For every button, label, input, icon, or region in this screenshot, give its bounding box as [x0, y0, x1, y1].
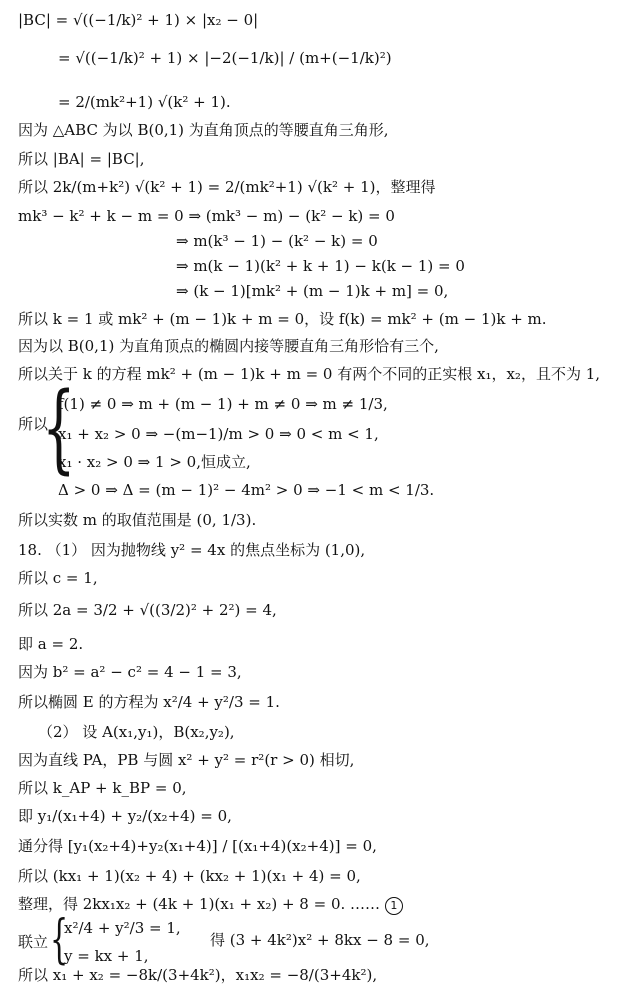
text-line: 所以椭圆 E 的方程为 x²/4 + y²/3 = 1.: [18, 693, 280, 711]
text-line: 所以 2a = 3/2 + √((3/2)² + 2²) = 4,: [18, 601, 277, 619]
circled-number: 1: [385, 897, 403, 915]
text-line: 所以关于 k 的方程 mk² + (m − 1)k + m = 0 有两个不同的正实根 x₁，x₂，且不为 1,: [18, 365, 601, 383]
text-line: ⇒ (k − 1)[mk² + (m − 1)k + m] = 0,: [176, 282, 449, 300]
text-line: mk³ − k² + k − m = 0 ⇒ (mk³ − m) − (k² − k) = 0: [18, 207, 395, 225]
text-line: x²/4 + y²/3 = 1,: [64, 919, 181, 937]
text-line: 所以 x₁ + x₂ = −8k/(3+4k²)，x₁x₂ = −8/(3+4k²),: [18, 966, 378, 984]
text-line: x₁ + x₂ > 0 ⇒ −(m−1)/m > 0 ⇒ 0 < m < 1,: [58, 425, 379, 443]
text-line: = √((−1/k)² + 1) × |−2(−1/k)| / (m+(−1/k)²): [58, 49, 392, 67]
text-line: f(1) ≠ 0 ⇒ m + (m − 1) + m ≠ 0 ⇒ m ≠ 1/3,: [58, 395, 388, 413]
text-line: 整理，得 2kx₁x₂ + (4k + 1)(x₁ + x₂) + 8 = 0. ……: [18, 895, 381, 913]
text-line: （2） 设 A(x₁,y₁)，B(x₂,y₂),: [38, 723, 235, 741]
text-line: Δ > 0 ⇒ Δ = (m − 1)² − 4m² > 0 ⇒ −1 < m < 1/3.: [58, 481, 435, 499]
text-line: 18. （1） 因为抛物线 y² = 4x 的焦点坐标为 (1,0),: [18, 541, 366, 559]
text-line: 得 (3 + 4k²)x² + 8kx − 8 = 0,: [210, 931, 430, 949]
text-line: 因为直线 PA，PB 与圆 x² + y² = r²(r > 0) 相切,: [18, 751, 355, 769]
text-line: = 2/(mk²+1) √(k² + 1).: [58, 93, 231, 111]
text-line: y = kx + 1,: [64, 947, 149, 965]
text-line: 所以 c = 1,: [18, 569, 98, 587]
text-line: 所以 |BA| = |BC|,: [18, 150, 145, 168]
text-line: 所以 k = 1 或 mk² + (m − 1)k + m = 0，设 f(k) = mk² + (m − 1)k + m.: [18, 310, 547, 328]
text-line: 所以 (kx₁ + 1)(x₂ + 4) + (kx₂ + 1)(x₁ + 4) = 0,: [18, 867, 361, 885]
text-line: ⇒ m(k − 1)(k² + k + 1) − k(k − 1) = 0: [176, 257, 465, 275]
text-line: 因为 b² = a² − c² = 4 − 1 = 3,: [18, 663, 242, 681]
text-line: 即 a = 2.: [18, 635, 84, 653]
text-line: 所以 2k/(m+k²) √(k² + 1) = 2/(mk²+1) √(k² + 1)，整理得: [18, 178, 436, 196]
text-line: 因为 △ABC 为以 B(0,1) 为直角顶点的等腰直角三角形,: [18, 121, 389, 139]
text-line: 所以 k_AP + k_BP = 0,: [18, 779, 187, 797]
text-line: ⇒ m(k³ − 1) − (k² − k) = 0: [176, 232, 378, 250]
text-line: 因为以 B(0,1) 为直角顶点的椭圆内接等腰直角三角形恰有三个,: [18, 337, 439, 355]
text-line: 联立: [18, 933, 49, 951]
text-line: |BC| = √((−1/k)² + 1) × |x₂ − 0|: [18, 11, 259, 29]
left-brace: {: [42, 372, 76, 484]
text-line: 即 y₁/(x₁+4) + y₂/(x₂+4) = 0,: [18, 807, 232, 825]
text-line: 通分得 [y₁(x₂+4)+y₂(x₁+4)] / [(x₁+4)(x₂+4)] = 0,: [18, 837, 377, 855]
text-line: 所以: [18, 415, 49, 433]
text-line: [18, 894, 403, 915]
text-line: x₁ · x₂ > 0 ⇒ 1 > 0,恒成立,: [58, 453, 251, 471]
text-line: 所以实数 m 的取值范围是 (0, 1/3).: [18, 511, 257, 529]
left-brace: {: [50, 910, 69, 970]
